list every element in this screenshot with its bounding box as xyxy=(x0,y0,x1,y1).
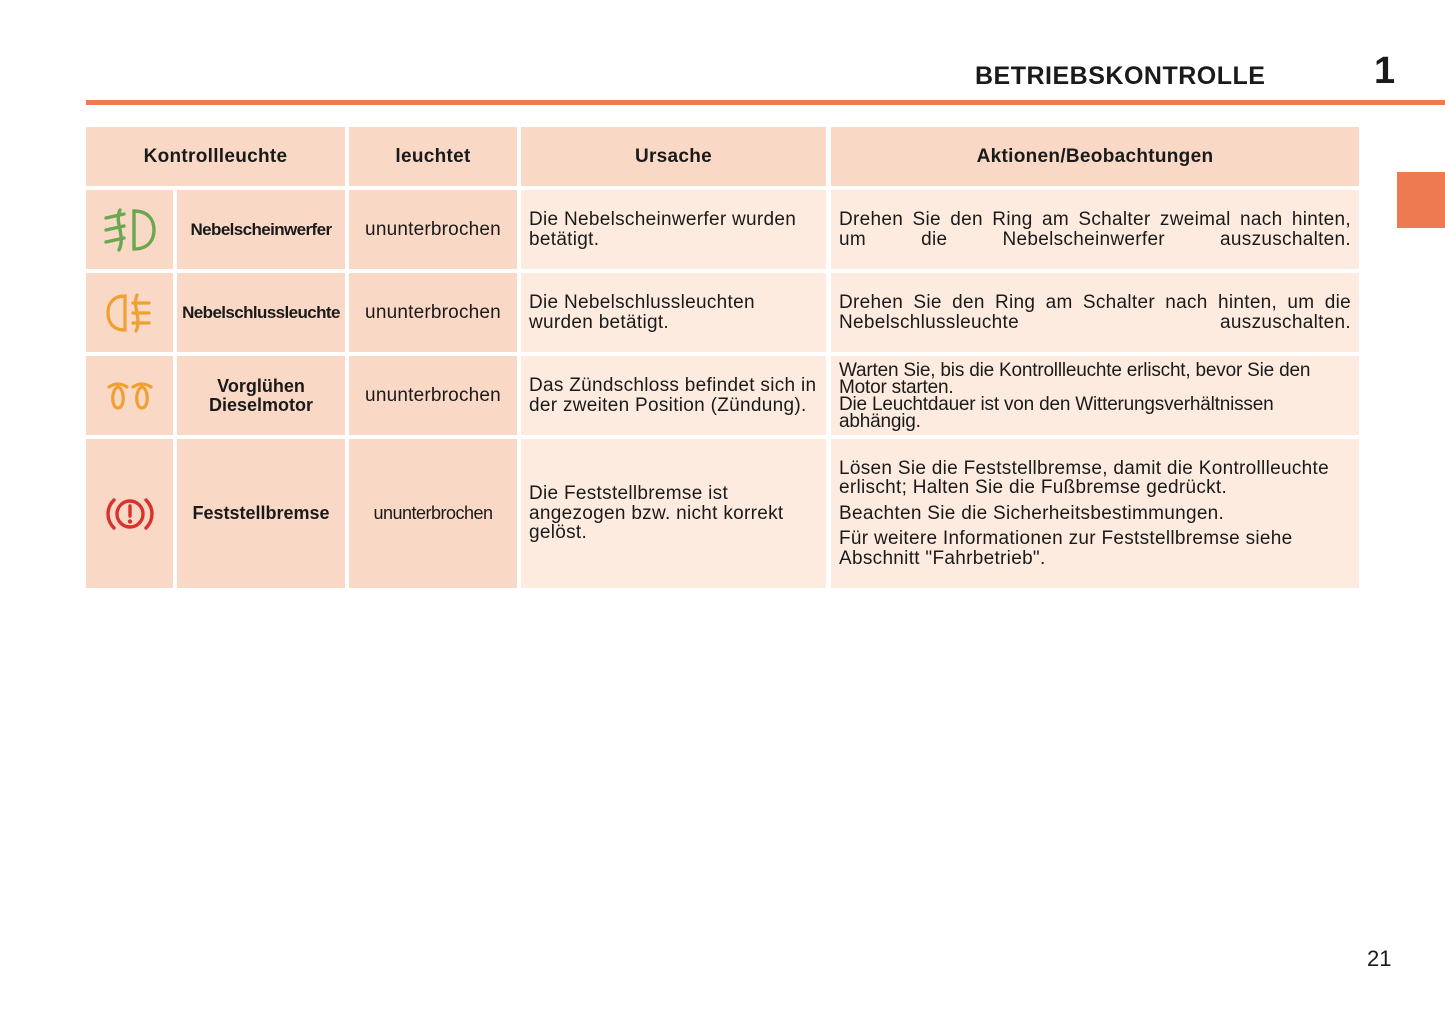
action-text: Die Leuchtdauer ist von den Witterungsverhältnissen abhängig. xyxy=(839,393,1274,432)
icon-cell xyxy=(86,190,173,269)
lit-status: ununterbrochen xyxy=(349,273,517,352)
action-cell xyxy=(831,190,1359,269)
action-text: Warten Sie, bis die Kontrollleuchte erlischt, bevor Sie den Motor starten. xyxy=(839,359,1311,398)
column-header-leuchtet: leuchtet xyxy=(349,127,517,186)
lit-status: ununterbrochen xyxy=(349,439,517,588)
cause-text: Die Feststellbremse ist angezogen bzw. nicht korrekt gelöst. xyxy=(521,439,826,588)
column-header-ursache: Ursache xyxy=(521,127,826,186)
icon-cell xyxy=(86,356,173,435)
icon-cell xyxy=(86,439,173,588)
lit-status: ununterbrochen xyxy=(349,356,517,435)
cause-text: Die Nebelschlussleuchten wurden betätigt. xyxy=(521,273,826,352)
action-text: Drehen Sie den Ring am Schalter nach hinten, um die Nebelschlussleuchte auszuschalten. xyxy=(839,292,1351,333)
chapter-number: 1 xyxy=(1374,50,1396,92)
action-text: Beachten Sie die Sicherheitsbestimmungen. xyxy=(839,502,1225,524)
action-text: Drehen Sie den Ring am Schalter zweimal nach hinten, um die Nebelscheinwerfer auszuschalten. xyxy=(839,209,1351,250)
action-text: Für weitere Informationen zur Feststellbremse siehe Abschnitt "Fahrbetrieb". xyxy=(839,528,1293,569)
section-title: BETRIEBSKONTROLLE xyxy=(975,62,1266,90)
cause-text: Das Zündschloss befindet sich in der zweiten Position (Zündung). xyxy=(521,356,826,435)
action-cell xyxy=(831,439,1359,588)
action-cell xyxy=(831,273,1359,352)
chapter-side-tab xyxy=(1397,172,1445,228)
column-header-kontrollleuchte: Kontrollleuchte xyxy=(86,127,345,186)
page-number: 21 xyxy=(1367,946,1392,971)
rear-fog-lamp-icon xyxy=(105,291,155,335)
lamp-name xyxy=(177,356,345,435)
front-fog-lamp-icon xyxy=(102,205,158,255)
action-cell xyxy=(831,356,1359,435)
parking-brake-icon xyxy=(105,494,155,534)
lamp-name: Nebelschlussleuchte xyxy=(177,273,345,352)
lit-status: ununterbrochen xyxy=(349,190,517,269)
column-header-aktionen: Aktionen/Beobachtungen xyxy=(831,127,1359,186)
header-divider xyxy=(86,100,1445,105)
icon-cell xyxy=(86,273,173,352)
lamp-name-line: Vorglühen xyxy=(217,375,305,396)
lamp-name: Feststellbremse xyxy=(177,439,345,588)
action-text: Lösen Sie die Feststellbremse, damit die Kontrollleuchte erlischt; Halten Sie die Fußbremse gedrückt. xyxy=(839,457,1329,499)
cause-text: Die Nebelscheinwerfer wurden betätigt. xyxy=(521,190,826,269)
lamp-name-line: Dieselmotor xyxy=(208,394,314,415)
lamp-name: Nebelscheinwerfer xyxy=(177,190,345,269)
glow-plug-icon xyxy=(106,380,154,412)
